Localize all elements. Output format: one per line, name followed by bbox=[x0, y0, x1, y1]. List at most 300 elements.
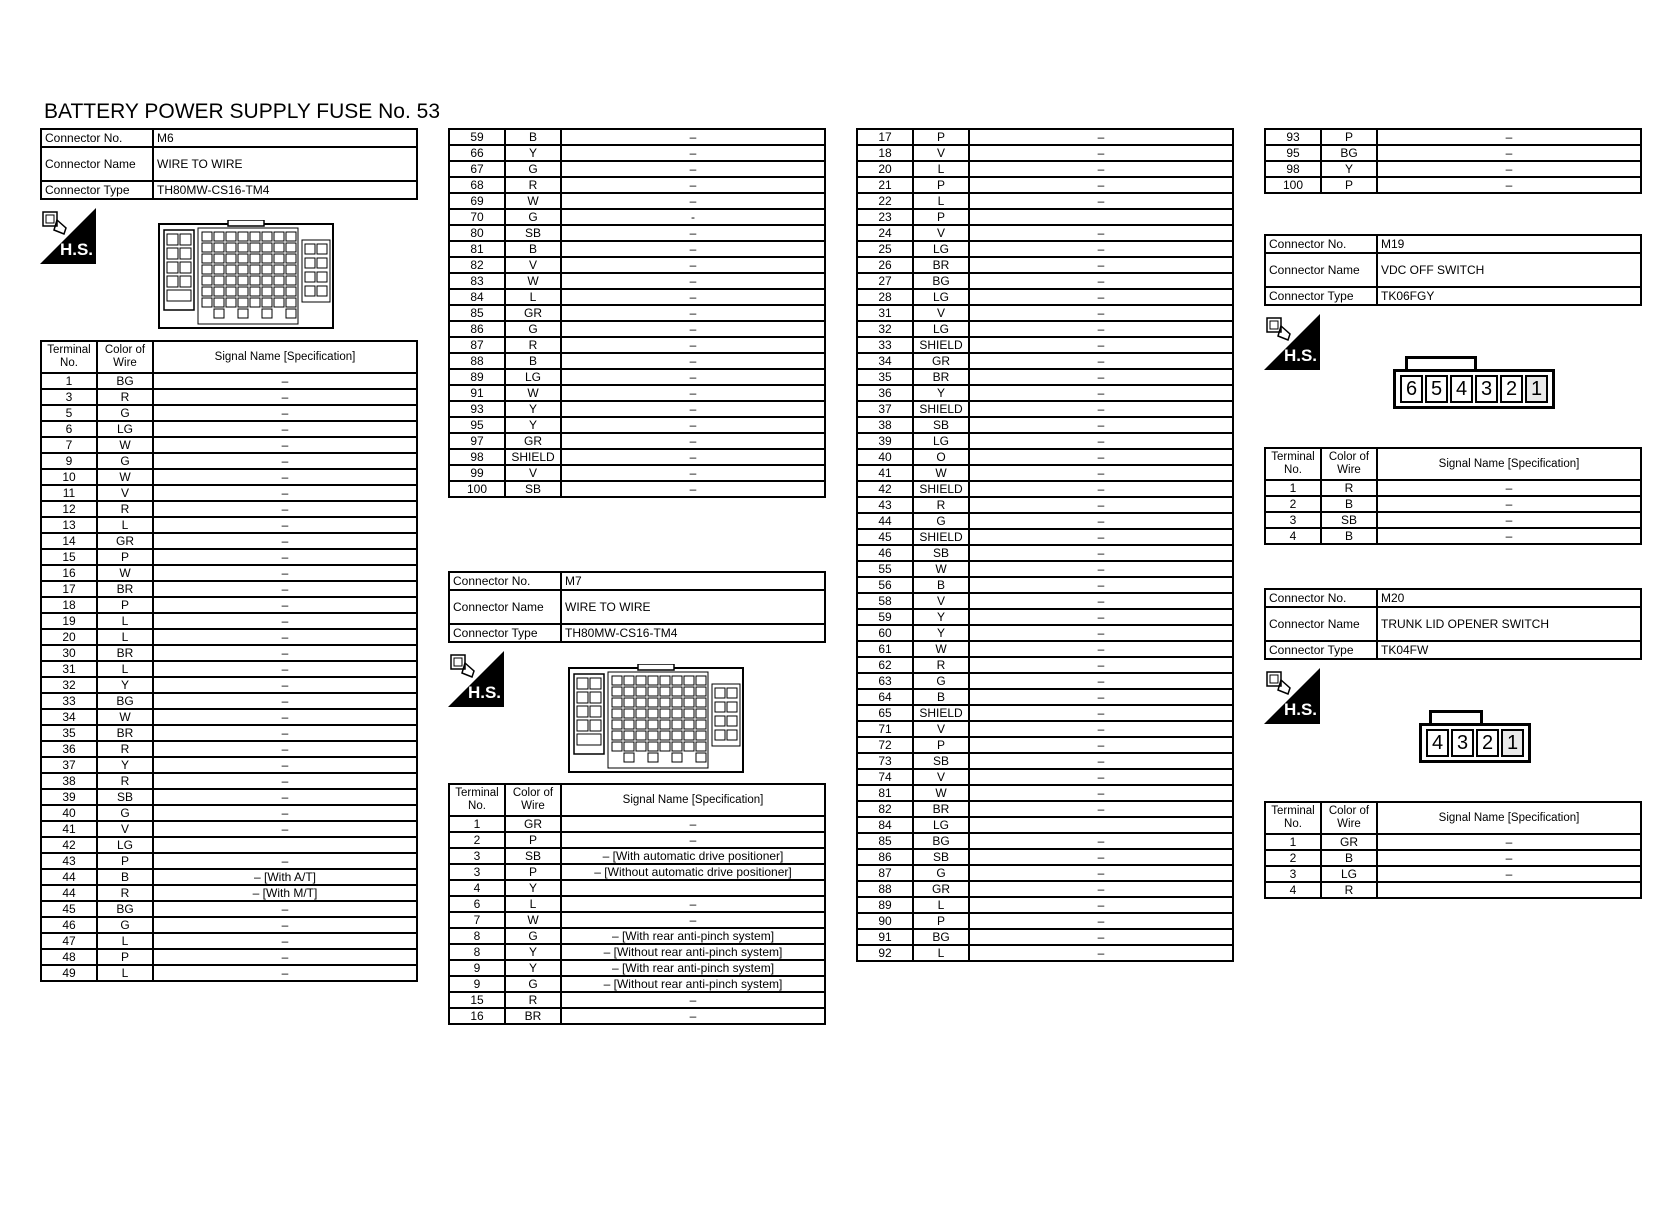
wire-color-cell: V bbox=[97, 485, 153, 501]
signal-name-cell: – bbox=[153, 469, 417, 485]
terminal-no-cell: 70 bbox=[449, 209, 505, 225]
wire-color-cell: BG bbox=[913, 273, 969, 289]
terminal-no-cell: 84 bbox=[857, 817, 913, 833]
terminal-no-cell: 12 bbox=[41, 501, 97, 517]
wire-color-cell: GR bbox=[913, 881, 969, 897]
terminal-no-cell: 6 bbox=[41, 421, 97, 437]
table-row bbox=[857, 929, 1233, 945]
terminal-no-cell: 20 bbox=[857, 161, 913, 177]
wire-color-cell: Y bbox=[505, 944, 561, 960]
terminal-no-cell: 32 bbox=[41, 677, 97, 693]
table-row bbox=[449, 225, 825, 241]
terminal-no-cell: 88 bbox=[449, 353, 505, 369]
signal-name-cell: – bbox=[153, 805, 417, 821]
m7-connector-no: M7 bbox=[561, 572, 825, 590]
terminal-no-cell: 27 bbox=[857, 273, 913, 289]
table-row bbox=[41, 581, 417, 597]
terminal-no-cell: 85 bbox=[449, 305, 505, 321]
signal-name-cell: – bbox=[969, 273, 1233, 289]
terminal-no-cell: 42 bbox=[857, 481, 913, 497]
wire-color-cell: BG bbox=[1321, 145, 1377, 161]
terminal-no-cell: 64 bbox=[857, 689, 913, 705]
wire-color-cell: G bbox=[505, 928, 561, 944]
wire-color-cell: P bbox=[913, 913, 969, 929]
connector-no-label: Connector No. bbox=[1265, 235, 1377, 253]
signal-name-cell: – bbox=[1377, 512, 1641, 528]
wire-color-cell: SHIELD bbox=[913, 401, 969, 417]
table-row bbox=[857, 209, 1233, 225]
wire-color-cell: SHIELD bbox=[913, 529, 969, 545]
signal-name-cell: – bbox=[153, 437, 417, 453]
connector-type-label: Connector Type bbox=[1265, 287, 1377, 305]
connector-name-label: Connector Name bbox=[449, 590, 561, 624]
table-row bbox=[857, 289, 1233, 305]
wire-color-cell: L bbox=[505, 896, 561, 912]
signal-name-cell: – bbox=[969, 769, 1233, 785]
wire-color-cell: LG bbox=[913, 817, 969, 833]
table-row bbox=[449, 417, 825, 433]
table-row bbox=[1265, 882, 1641, 898]
signal-name-cell: – bbox=[561, 369, 825, 385]
terminal-no-cell: 33 bbox=[41, 693, 97, 709]
terminal-no-cell: 28 bbox=[857, 289, 913, 305]
wire-color-cell: GR bbox=[913, 353, 969, 369]
table-row bbox=[449, 848, 825, 864]
terminal-no-cell: 9 bbox=[41, 453, 97, 469]
table-row bbox=[857, 817, 1233, 833]
terminal-no-cell: 49 bbox=[41, 965, 97, 981]
terminal-no-cell: 44 bbox=[857, 513, 913, 529]
wire-color-cell: LG bbox=[97, 837, 153, 853]
wire-color-cell: W bbox=[913, 465, 969, 481]
m6-terminal-table bbox=[40, 340, 418, 982]
wire-color-cell: V bbox=[913, 305, 969, 321]
wire-color-cell: SB bbox=[505, 848, 561, 864]
signal-name-cell: – bbox=[153, 725, 417, 741]
signal-name-cell: – bbox=[153, 677, 417, 693]
terminal-no-cell: 100 bbox=[449, 481, 505, 497]
table-row bbox=[449, 481, 825, 497]
signal-name-cell: – [With automatic drive positioner] bbox=[561, 848, 825, 864]
wire-color-cell: V bbox=[913, 225, 969, 241]
signal-name-cell: – [With rear anti-pinch system] bbox=[561, 928, 825, 944]
signal-name-cell: – bbox=[1377, 161, 1641, 177]
table-row bbox=[857, 321, 1233, 337]
wire-color-cell: G bbox=[97, 405, 153, 421]
m19-connector-no: M19 bbox=[1377, 235, 1641, 253]
terminal-no-cell: 1 bbox=[449, 816, 505, 832]
terminal-no-cell: 19 bbox=[41, 613, 97, 629]
table-row bbox=[449, 928, 825, 944]
terminal-no-cell: 73 bbox=[857, 753, 913, 769]
table-row bbox=[857, 753, 1233, 769]
signal-name-cell: – bbox=[969, 289, 1233, 305]
m19-pin: 2 bbox=[1500, 375, 1523, 403]
table-row bbox=[41, 821, 417, 837]
signal-name-cell: – [Without automatic drive positioner] bbox=[561, 864, 825, 880]
signal-name-cell: – bbox=[969, 321, 1233, 337]
wire-color-cell: P bbox=[505, 864, 561, 880]
signal-name-cell: – bbox=[1377, 496, 1641, 512]
wire-color-cell: Y bbox=[505, 960, 561, 976]
table-row bbox=[449, 960, 825, 976]
terminal-no-cell: 24 bbox=[857, 225, 913, 241]
signal-name-cell bbox=[561, 880, 825, 896]
signal-name-cell: – bbox=[153, 485, 417, 501]
wire-color-cell: G bbox=[97, 453, 153, 469]
signal-name-cell: – bbox=[969, 705, 1233, 721]
signal-name-cell bbox=[153, 837, 417, 853]
wire-color-cell: G bbox=[913, 513, 969, 529]
signal-name-cell: – bbox=[153, 901, 417, 917]
wire-color-cell: W bbox=[913, 641, 969, 657]
terminal-no-cell: 56 bbox=[857, 577, 913, 593]
table-row bbox=[41, 677, 417, 693]
terminal-no-cell: 43 bbox=[857, 497, 913, 513]
signal-name-cell: – bbox=[153, 405, 417, 421]
m7-connector-name: WIRE TO WIRE bbox=[561, 590, 825, 624]
signal-name-cell: – bbox=[969, 417, 1233, 433]
signal-name-cell: – bbox=[561, 321, 825, 337]
m7-connector-type: TH80MW-CS16-TM4 bbox=[561, 624, 825, 642]
m19-info-table bbox=[1264, 234, 1642, 306]
table-row bbox=[857, 609, 1233, 625]
table-row bbox=[41, 517, 417, 533]
table-row bbox=[449, 433, 825, 449]
table-row bbox=[857, 161, 1233, 177]
table-row bbox=[449, 385, 825, 401]
wire-color-cell: SB bbox=[1321, 512, 1377, 528]
terminal-no-cell: 23 bbox=[857, 209, 913, 225]
wire-color-cell: BR bbox=[97, 581, 153, 597]
table-row bbox=[857, 433, 1233, 449]
signal-name-cell: – bbox=[969, 337, 1233, 353]
signal-name-cell: – bbox=[153, 789, 417, 805]
table-row bbox=[857, 257, 1233, 273]
signal-name-cell: – bbox=[153, 917, 417, 933]
terminal-no-cell: 8 bbox=[449, 944, 505, 960]
terminal-no-cell: 93 bbox=[1265, 129, 1321, 145]
signal-name-cell: – bbox=[153, 549, 417, 565]
signal-name-cell: - bbox=[561, 209, 825, 225]
table-row bbox=[857, 273, 1233, 289]
color-of-wire-header: Color of Wire bbox=[97, 341, 153, 373]
table-row bbox=[857, 305, 1233, 321]
signal-name-cell: – bbox=[561, 433, 825, 449]
terminal-no-cell: 91 bbox=[449, 385, 505, 401]
connector-type-label: Connector Type bbox=[41, 181, 153, 199]
wire-color-cell: L bbox=[97, 517, 153, 533]
signal-name-cell: – bbox=[969, 481, 1233, 497]
table-row bbox=[449, 337, 825, 353]
wire-color-cell: B bbox=[505, 241, 561, 257]
signal-name-header: Signal Name [Specification] bbox=[1377, 448, 1641, 480]
signal-name-cell: – bbox=[969, 801, 1233, 817]
table-row bbox=[857, 785, 1233, 801]
table-row bbox=[857, 881, 1233, 897]
terminal-no-cell: 9 bbox=[449, 976, 505, 992]
signal-name-cell: – bbox=[969, 897, 1233, 913]
table-row bbox=[857, 897, 1233, 913]
connector-no-label: Connector No. bbox=[1265, 589, 1377, 607]
terminal-no-cell: 3 bbox=[41, 389, 97, 405]
terminal-no-cell: 34 bbox=[857, 353, 913, 369]
table-row bbox=[449, 369, 825, 385]
harness-side-icon: H.S. bbox=[1264, 314, 1320, 370]
table-row bbox=[41, 885, 417, 901]
signal-name-cell: – bbox=[561, 241, 825, 257]
terminal-no-cell: 8 bbox=[449, 928, 505, 944]
wire-color-cell: L bbox=[505, 289, 561, 305]
wire-color-cell: G bbox=[913, 673, 969, 689]
terminal-no-cell: 10 bbox=[41, 469, 97, 485]
terminal-no-cell: 89 bbox=[857, 897, 913, 913]
wire-color-cell: L bbox=[97, 965, 153, 981]
terminal-no-cell: 41 bbox=[41, 821, 97, 837]
wire-color-cell: G bbox=[913, 865, 969, 881]
wire-color-cell: V bbox=[913, 593, 969, 609]
terminal-no-cell: 88 bbox=[857, 881, 913, 897]
wire-color-cell: W bbox=[505, 193, 561, 209]
signal-name-cell: – bbox=[561, 353, 825, 369]
terminal-no-cell: 85 bbox=[857, 833, 913, 849]
signal-name-header: Signal Name [Specification] bbox=[561, 784, 825, 816]
wire-color-cell: Y bbox=[505, 145, 561, 161]
signal-name-cell: – bbox=[969, 673, 1233, 689]
m20-pin: 1 bbox=[1501, 729, 1524, 757]
signal-name-cell bbox=[1377, 882, 1641, 898]
signal-name-cell: – bbox=[969, 881, 1233, 897]
wire-color-cell: B bbox=[505, 353, 561, 369]
terminal-no-cell: 3 bbox=[1265, 866, 1321, 882]
table-row bbox=[41, 757, 417, 773]
wire-color-cell: W bbox=[97, 437, 153, 453]
wire-color-cell: P bbox=[913, 737, 969, 753]
connector-name-label: Connector Name bbox=[41, 147, 153, 181]
wire-color-cell: R bbox=[505, 992, 561, 1008]
signal-name-cell: – bbox=[561, 289, 825, 305]
terminal-no-cell: 67 bbox=[449, 161, 505, 177]
table-row bbox=[41, 773, 417, 789]
table-row bbox=[41, 421, 417, 437]
signal-name-cell: – bbox=[1377, 834, 1641, 850]
signal-name-cell: – bbox=[561, 305, 825, 321]
terminal-no-cell: 58 bbox=[857, 593, 913, 609]
wire-color-cell: P bbox=[97, 597, 153, 613]
wire-color-cell: P bbox=[913, 129, 969, 145]
wire-color-cell: B bbox=[1321, 528, 1377, 544]
terminal-no-cell: 38 bbox=[857, 417, 913, 433]
wire-color-cell: B bbox=[505, 129, 561, 145]
table-row bbox=[41, 965, 417, 981]
harness-side-icon: H.S. bbox=[40, 208, 96, 264]
wire-color-cell: B bbox=[1321, 496, 1377, 512]
connector-type-label: Connector Type bbox=[1265, 641, 1377, 659]
signal-name-cell: – bbox=[153, 773, 417, 789]
terminal-no-cell: 30 bbox=[41, 645, 97, 661]
table-row bbox=[857, 353, 1233, 369]
signal-name-cell: – bbox=[561, 465, 825, 481]
signal-name-cell: – bbox=[969, 145, 1233, 161]
signal-name-cell: – bbox=[1377, 129, 1641, 145]
signal-name-header: Signal Name [Specification] bbox=[153, 341, 417, 373]
table-row bbox=[449, 177, 825, 193]
m6-connector-face-icon bbox=[158, 220, 334, 335]
wire-color-cell: LG bbox=[913, 433, 969, 449]
m20-connector-face bbox=[1419, 723, 1531, 763]
signal-name-cell: – bbox=[969, 657, 1233, 673]
signal-name-cell: – bbox=[1377, 145, 1641, 161]
wire-color-cell: L bbox=[913, 897, 969, 913]
signal-name-cell: – bbox=[153, 965, 417, 981]
terminal-no-cell: 48 bbox=[41, 949, 97, 965]
wire-color-cell: SB bbox=[97, 789, 153, 805]
wire-color-cell: GR bbox=[505, 305, 561, 321]
table-row bbox=[41, 549, 417, 565]
wire-color-cell: Y bbox=[1321, 161, 1377, 177]
signal-name-cell: – bbox=[561, 481, 825, 497]
terminal-no-cell: 81 bbox=[857, 785, 913, 801]
table-row bbox=[1265, 866, 1641, 882]
m6-connector-no: M6 bbox=[153, 129, 417, 147]
terminal-no-cell: 2 bbox=[449, 832, 505, 848]
terminal-no-cell: 99 bbox=[449, 465, 505, 481]
table-row bbox=[857, 657, 1233, 673]
signal-name-cell: – bbox=[153, 389, 417, 405]
terminal-no-cell: 87 bbox=[449, 337, 505, 353]
table-row bbox=[449, 449, 825, 465]
terminal-no-cell: 17 bbox=[41, 581, 97, 597]
connector-name-label: Connector Name bbox=[1265, 607, 1377, 641]
terminal-no-cell: 69 bbox=[449, 193, 505, 209]
table-row bbox=[41, 741, 417, 757]
table-row bbox=[857, 225, 1233, 241]
table-row bbox=[857, 385, 1233, 401]
wire-color-cell: W bbox=[97, 469, 153, 485]
table-row bbox=[449, 257, 825, 273]
terminal-no-cell: 41 bbox=[857, 465, 913, 481]
signal-name-cell: – bbox=[969, 849, 1233, 865]
wire-color-cell: L bbox=[913, 193, 969, 209]
table-row bbox=[41, 373, 417, 389]
signal-name-cell: – bbox=[561, 177, 825, 193]
table-row bbox=[857, 449, 1233, 465]
terminal-no-cell: 72 bbox=[857, 737, 913, 753]
terminal-no-cell: 40 bbox=[857, 449, 913, 465]
table-row bbox=[857, 689, 1233, 705]
terminal-no-cell: 18 bbox=[857, 145, 913, 161]
table-row bbox=[857, 545, 1233, 561]
wire-color-cell: L bbox=[97, 661, 153, 677]
wire-color-cell: Y bbox=[97, 677, 153, 693]
signal-name-cell: – bbox=[969, 865, 1233, 881]
m19-connector-face bbox=[1393, 369, 1555, 409]
wire-color-cell: BR bbox=[913, 257, 969, 273]
terminal-no-cell: 2 bbox=[1265, 850, 1321, 866]
wire-color-cell: V bbox=[913, 145, 969, 161]
terminal-no-cell: 4 bbox=[1265, 528, 1321, 544]
wire-color-cell: R bbox=[97, 741, 153, 757]
wire-color-cell: R bbox=[913, 497, 969, 513]
wire-color-cell: P bbox=[1321, 129, 1377, 145]
connector-no-label: Connector No. bbox=[41, 129, 153, 147]
terminal-no-cell: 46 bbox=[857, 545, 913, 561]
table-row bbox=[857, 241, 1233, 257]
signal-name-cell: – bbox=[969, 785, 1233, 801]
table-row bbox=[449, 161, 825, 177]
terminal-no-cell: 95 bbox=[1265, 145, 1321, 161]
color-of-wire-header: Color of Wire bbox=[505, 784, 561, 816]
terminal-no-cell: 59 bbox=[857, 609, 913, 625]
table-row bbox=[1265, 850, 1641, 866]
terminal-no-cell: 25 bbox=[857, 241, 913, 257]
wire-color-cell: SB bbox=[913, 545, 969, 561]
wire-color-cell: P bbox=[97, 853, 153, 869]
terminal-no-cell: 16 bbox=[41, 565, 97, 581]
signal-name-cell: – bbox=[969, 193, 1233, 209]
wire-color-cell: SB bbox=[913, 417, 969, 433]
terminal-no-cell: 7 bbox=[449, 912, 505, 928]
table-row bbox=[449, 289, 825, 305]
table-row bbox=[449, 816, 825, 832]
signal-name-cell: – bbox=[969, 465, 1233, 481]
terminal-no-cell: 26 bbox=[857, 257, 913, 273]
m7-terminal-table bbox=[448, 783, 826, 1025]
wire-color-cell: V bbox=[97, 821, 153, 837]
terminal-no-cell: 22 bbox=[857, 193, 913, 209]
table-row bbox=[857, 193, 1233, 209]
terminal-no-cell: 44 bbox=[41, 885, 97, 901]
table-row bbox=[449, 241, 825, 257]
table-row bbox=[857, 577, 1233, 593]
wire-color-cell: W bbox=[913, 561, 969, 577]
wire-color-cell: SHIELD bbox=[505, 449, 561, 465]
wire-color-cell: B bbox=[97, 869, 153, 885]
signal-name-cell: – bbox=[1377, 850, 1641, 866]
terminal-no-cell: 16 bbox=[449, 1008, 505, 1024]
wire-color-cell: G bbox=[97, 917, 153, 933]
terminal-no-cell: 100 bbox=[1265, 177, 1321, 193]
wire-color-cell: BR bbox=[505, 1008, 561, 1024]
terminal-no-cell: 43 bbox=[41, 853, 97, 869]
signal-name-cell: – bbox=[969, 833, 1233, 849]
terminal-no-cell: 13 bbox=[41, 517, 97, 533]
table-row bbox=[449, 321, 825, 337]
terminal-no-cell: 35 bbox=[857, 369, 913, 385]
table-row bbox=[449, 912, 825, 928]
wire-color-cell: LG bbox=[1321, 866, 1377, 882]
table-row bbox=[449, 465, 825, 481]
m7-connector-face-icon bbox=[568, 664, 744, 779]
signal-name-cell: – bbox=[969, 225, 1233, 241]
harness-side-icon: H.S. bbox=[1264, 668, 1320, 724]
terminal-no-cell: 82 bbox=[857, 801, 913, 817]
table-row bbox=[1265, 145, 1641, 161]
signal-name-cell: – bbox=[561, 129, 825, 145]
terminal-no-cell: 1 bbox=[1265, 480, 1321, 496]
table-row bbox=[41, 901, 417, 917]
signal-name-cell: – bbox=[1377, 528, 1641, 544]
table-row bbox=[41, 629, 417, 645]
signal-name-cell: – bbox=[969, 161, 1233, 177]
m19-connector-type: TK06FGY bbox=[1377, 287, 1641, 305]
table-row bbox=[41, 869, 417, 885]
table-row bbox=[857, 177, 1233, 193]
terminal-no-cell: 60 bbox=[857, 625, 913, 641]
signal-name-cell: – bbox=[969, 529, 1233, 545]
table-row bbox=[857, 513, 1233, 529]
signal-name-cell: – bbox=[561, 385, 825, 401]
